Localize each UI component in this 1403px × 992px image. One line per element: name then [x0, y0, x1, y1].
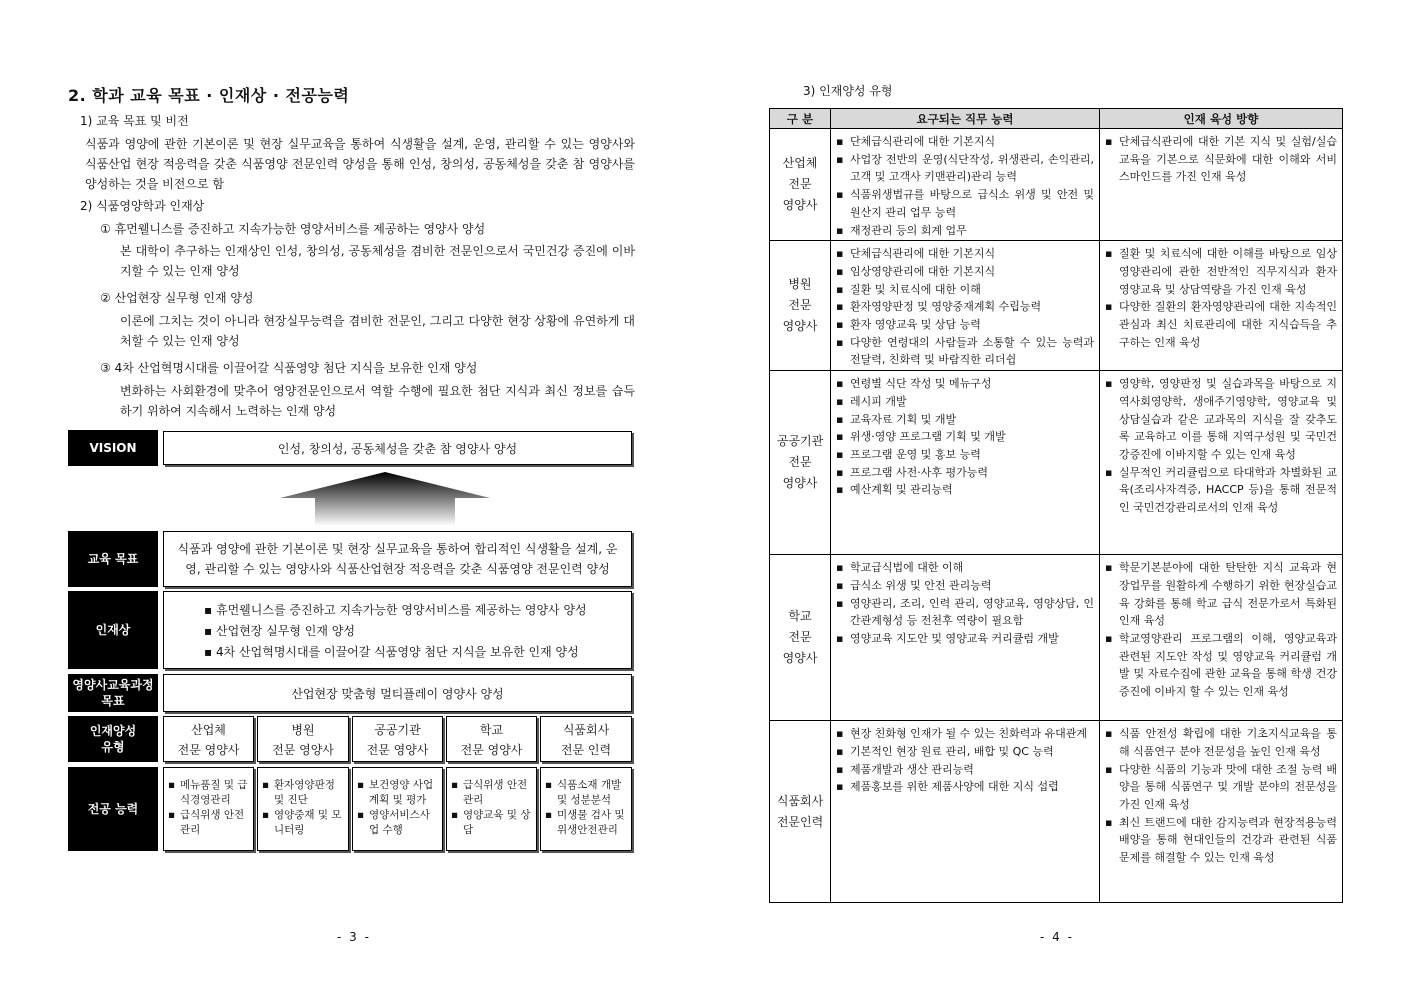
competency-item: ▪ 환자영양판정 및 진단	[262, 778, 344, 808]
type-cell: 공공기관 전문 영양사	[770, 371, 831, 555]
direction-item: ▪ 다양한 질환의 환자영양관리에 대한 지속적인 관심과 최신 치료관리에 대한 지식습득을 추구하는 인재 육성	[1105, 298, 1337, 351]
ability-item: ▪ 기본적인 현장 원료 관리, 배합 및 QC 능력	[836, 743, 1094, 761]
abilities-cell	[831, 371, 1100, 555]
table-row	[770, 129, 1343, 241]
vision-text: 인성, 창의성, 공동체성을 갖춘 참 영양사 양성	[163, 431, 632, 465]
direction-item: ▪ 단체급식관리에 대한 기본 지식 및 실험/실습교육을 기본으로 식문화에 대한 이해와 서비스마인드를 가진 인재 육성	[1105, 133, 1337, 186]
talent-type-table	[769, 108, 1343, 903]
talent-label: 인재상	[68, 591, 158, 669]
type-box-hospital	[257, 716, 349, 762]
ability-item: ▪ 연령별 식단 작성 및 메뉴구성	[836, 375, 1094, 393]
ability-item: ▪ 현장 친화형 인재가 될 수 있는 친화력과 유대관계	[836, 725, 1094, 743]
type-cell: 식품회사 전문인력	[770, 721, 831, 903]
directions-cell	[1100, 555, 1343, 721]
table-row	[770, 721, 1343, 903]
directions-cell	[1100, 241, 1343, 371]
curriculum-goal-text: 산업현장 맞춤형 멀티플레이 영양사 양성	[163, 674, 632, 712]
type-role: 전문 영양사	[460, 743, 523, 757]
talent-box	[163, 591, 632, 669]
ability-item: ▪ 영양교육 지도안 및 영양교육 커리큘럼 개발	[836, 630, 1094, 648]
table-row	[770, 241, 1343, 371]
type-name: 산업체	[191, 723, 226, 737]
ability-item: ▪ 식품위생법규를 바탕으로 급식소 위생 및 안전 및 원산지 관리 업무 능력	[836, 186, 1094, 221]
direction-item: ▪ 다양한 식품의 기능과 맛에 대한 조절 능력 배양을 통해 식품연구 및 개발 분야의 전문성을 가진 인재 육성	[1105, 761, 1337, 814]
talent-item-text: 변화하는 사회환경에 맞추어 영양전문인으로서 역할 수행에 필요한 첨단 지식과 최신 정보를 습득하기 위하여 지속해서 노력하는 인재 양성	[120, 384, 635, 418]
talent-list	[204, 600, 631, 663]
direction-item: ▪ 최신 트랜드에 대한 감지능력과 현장적용능력 배양을 통해 현대인들의 건강과 관련된 식품 문제를 해결할 수 있는 인재 육성	[1105, 814, 1337, 867]
type-box-industry	[163, 716, 254, 762]
ability-item: ▪ 레시피 개발	[836, 393, 1094, 411]
ability-item: ▪ 재정관리 등의 회계 업무	[836, 222, 1094, 240]
education-goal-text: 식품과 영양에 관한 기본이론 및 현장 실무교육을 통하여 합리적인 식생활을 설계, 운영, 관리할 수 있는 영양사와 식품산업현장 적응력을 갖춘 식품영양 전문인력 양성	[163, 531, 632, 587]
table-heading: 3) 인재양성 유형	[803, 84, 893, 98]
talent-list-item: ▪ 4차 산업혁명시대를 이끌어갈 식품영양 첨단 지식을 보유한 인재 양성	[204, 642, 631, 663]
direction-item: ▪ 실무적인 커리큘럼으로 타대학과 차별화된 교육(조리사자격증, HACCP 등)을 통해 전문적인 국민건강관리로서의 인재 육성	[1105, 464, 1337, 517]
competency-item: ▪ 메뉴품질 및 급식경영관리	[168, 778, 249, 808]
talent-list-item: ▪ 산업현장 실무형 인재 양성	[204, 621, 631, 642]
ability-item: ▪ 학교급식법에 대한 이해	[836, 559, 1094, 577]
col-header: 요구되는 직무 능력	[831, 109, 1100, 129]
directions-cell	[1100, 721, 1343, 903]
type-box-school	[446, 716, 537, 762]
subsection-heading-2: 2) 식품영양학과 인재상	[80, 199, 205, 213]
ability-item: ▪ 프로그램 운영 및 홍보 능력	[836, 446, 1094, 464]
competency-item: ▪ 급식위생 안전관리	[168, 808, 249, 838]
type-cell: 학교 전문 영양사	[770, 555, 831, 721]
type-role: 전문 영양사	[366, 743, 429, 757]
direction-item: ▪ 학문기본분야에 대한 탄탄한 지식 교육과 현장업무를 원활하게 수행하기 위한 현장실습교육 강화를 통해 학교 급식 전문가로서 특화된 인재 육성	[1105, 559, 1337, 630]
subsection-heading-1: 1) 교육 목표 및 비전	[80, 114, 189, 128]
ability-item: ▪ 단체급식관리에 대한 기본지식	[836, 133, 1094, 151]
type-cell: 산업체 전문 영양사	[770, 129, 831, 241]
type-box-public	[352, 716, 443, 762]
competency-item: ▪ 영양서비스사업 수행	[357, 808, 438, 838]
ability-item: ▪ 예산계획 및 관리능력	[836, 481, 1094, 499]
competency-box	[446, 767, 537, 851]
competency-item: ▪ 식품소재 개발 및 성분분석	[545, 778, 627, 808]
directions-cell	[1100, 129, 1343, 241]
talent-item-text: 본 대학이 추구하는 인재상인 인성, 창의성, 공동체성을 겸비한 전문인으로서 국민건강 증진에 이바지할 수 있는 인재 양성	[120, 244, 635, 278]
type-name: 병원	[291, 723, 315, 737]
type-role: 전문 인력	[560, 743, 612, 757]
ability-item: ▪ 교육자료 기획 및 개발	[836, 411, 1094, 429]
vision-paragraph: 식품과 영양에 관한 기본이론 및 현장 실무교육을 통하여 식생활을 설계, 운영, 관리할 수 있는 영양사와 식품산업 현장 적응력을 갖춘 식품영양 전문인력 양성을 통해 인성, 창의성, 공동체성을 갖춘 참 영양사를 양성하는 것을 비전으로 함	[85, 137, 635, 191]
competency-box	[352, 767, 443, 851]
direction-item: ▪ 질환 및 치료식에 대한 이해를 바탕으로 임상영양관리에 관한 전반적인 직무지식과 환자 영양교육 및 상담역량을 가진 인재 육성	[1105, 245, 1337, 298]
abilities-cell	[831, 241, 1100, 371]
talent-item-heading: ③ 4차 산업혁명시대를 이끌어갈 식품영양 첨단 지식을 보유한 인재 양성	[100, 361, 478, 375]
page-number: - 4 -	[1040, 930, 1074, 944]
ability-item: ▪ 질환 및 치료식에 대한 이해	[836, 281, 1094, 299]
page-number: - 3 -	[337, 930, 371, 944]
talent-item-heading: ① 휴먼웰니스를 증진하고 지속가능한 영양서비스를 제공하는 영양사 양성	[100, 222, 486, 236]
competency-box	[257, 767, 349, 851]
major-competency-label: 전공 능력	[68, 767, 158, 851]
ability-item: ▪ 환자영양판정 및 영양중재계획 수립능력	[836, 298, 1094, 316]
curriculum-goal-label: 영양사교육과정 목표	[68, 674, 158, 712]
table-header-row	[770, 109, 1343, 129]
ability-item: ▪ 제품개발과 생산 관리능력	[836, 761, 1094, 779]
abilities-cell	[831, 555, 1100, 721]
type-name: 식품회사	[562, 723, 610, 737]
ability-item: ▪ 임상영양관리에 대한 기본지식	[836, 263, 1094, 281]
vision-label: VISION	[68, 430, 158, 466]
type-name: 학교	[479, 723, 504, 737]
type-role: 전문 영양사	[177, 743, 240, 757]
talent-item-heading: ② 산업현장 실무형 인재 양성	[100, 291, 254, 305]
table-row	[770, 371, 1343, 555]
talent-type-label: 인재양성 유형	[68, 716, 158, 762]
ability-item: ▪ 위생·영양 프로그램 기획 및 개발	[836, 428, 1094, 446]
direction-item: ▪ 식품 안전성 확립에 대한 기초지식교육을 통해 식품연구 분야 전문성을 높인 인재 육성	[1105, 725, 1337, 760]
ability-item: ▪ 단체급식관리에 대한 기본지식	[836, 245, 1094, 263]
competency-item: ▪ 보건영양 사업계획 및 평가	[357, 778, 438, 808]
competency-item: ▪ 영양중재 및 모니터링	[262, 808, 344, 838]
direction-item: ▪ 영양학, 영양판정 및 실습과목을 바탕으로 지역사회영양학, 생애주기영양학, 영양교육 및 상담실습과 같은 교과목의 지식을 잘 갖추도록 교육하고 이를 통해 지역구성원 및 국민건강증진에 이바지할 수 있는 인재 육성	[1105, 375, 1337, 464]
competency-item: ▪ 영양교육 및 상담	[451, 808, 532, 838]
competency-box	[163, 767, 254, 851]
type-cell: 병원 전문 영양사	[770, 241, 831, 371]
competency-item: ▪ 미생물 검사 및 위생안전관리	[545, 808, 627, 838]
talent-item-text: 이론에 그치는 것이 아니라 현장실무능력을 겸비한 전문인, 그리고 다양한 현장 상황에 유연하게 대처할 수 있는 인재 양성	[120, 314, 635, 348]
type-box-food-company	[540, 716, 632, 762]
ability-item: ▪ 다양한 연령대의 사람들과 소통할 수 있는 능력과 전달력, 친화력 및 바람직한 리더쉽	[836, 334, 1094, 369]
ability-item: ▪ 제품홍보를 위한 제품사양에 대한 지식 섭렵	[836, 778, 1094, 796]
type-role: 전문 영양사	[272, 743, 334, 757]
directions-cell	[1100, 371, 1343, 555]
type-name: 공공기관	[374, 723, 421, 737]
upward-arrow-graphic	[280, 472, 490, 526]
ability-item: ▪ 영양관리, 조리, 인력 관리, 영양교육, 영양상담, 인간관계형성 등 전천후 역량이 필요함	[836, 595, 1094, 630]
direction-item: ▪ 학교영양관리 프로그램의 이해, 영양교육과 관련된 지도안 작성 및 영양교육 커리큘럼 개발 및 자료수집에 관한 교육을 통해 학생 건강 증진에 이바지 할 수 있는 인재 육성	[1105, 630, 1337, 701]
col-header: 구 분	[770, 109, 831, 129]
competency-item: ▪ 급식위생 안전관리	[451, 778, 532, 808]
competency-box	[540, 767, 632, 851]
section-title: 2. 학과 교육 목표 · 인재상 · 전공능력	[68, 86, 350, 105]
ability-item: ▪ 급식소 위생 및 안전 관리능력	[836, 577, 1094, 595]
ability-item: ▪ 프로그램 사전·사후 평가능력	[836, 464, 1094, 482]
ability-item: ▪ 환자 영양교육 및 상담 능력	[836, 316, 1094, 334]
abilities-cell	[831, 129, 1100, 241]
ability-item: ▪ 사업장 전반의 운영(식단작성, 위생관리, 손익관리, 고객 및 고객사 키맨관리)관리 능력	[836, 151, 1094, 186]
col-header: 인재 육성 방향	[1100, 109, 1343, 129]
talent-list-item: ▪ 휴먼웰니스를 증진하고 지속가능한 영양서비스를 제공하는 영양사 양성	[204, 600, 631, 621]
education-goal-label: 교육 목표	[68, 531, 158, 587]
table-row	[770, 555, 1343, 721]
abilities-cell	[831, 721, 1100, 903]
